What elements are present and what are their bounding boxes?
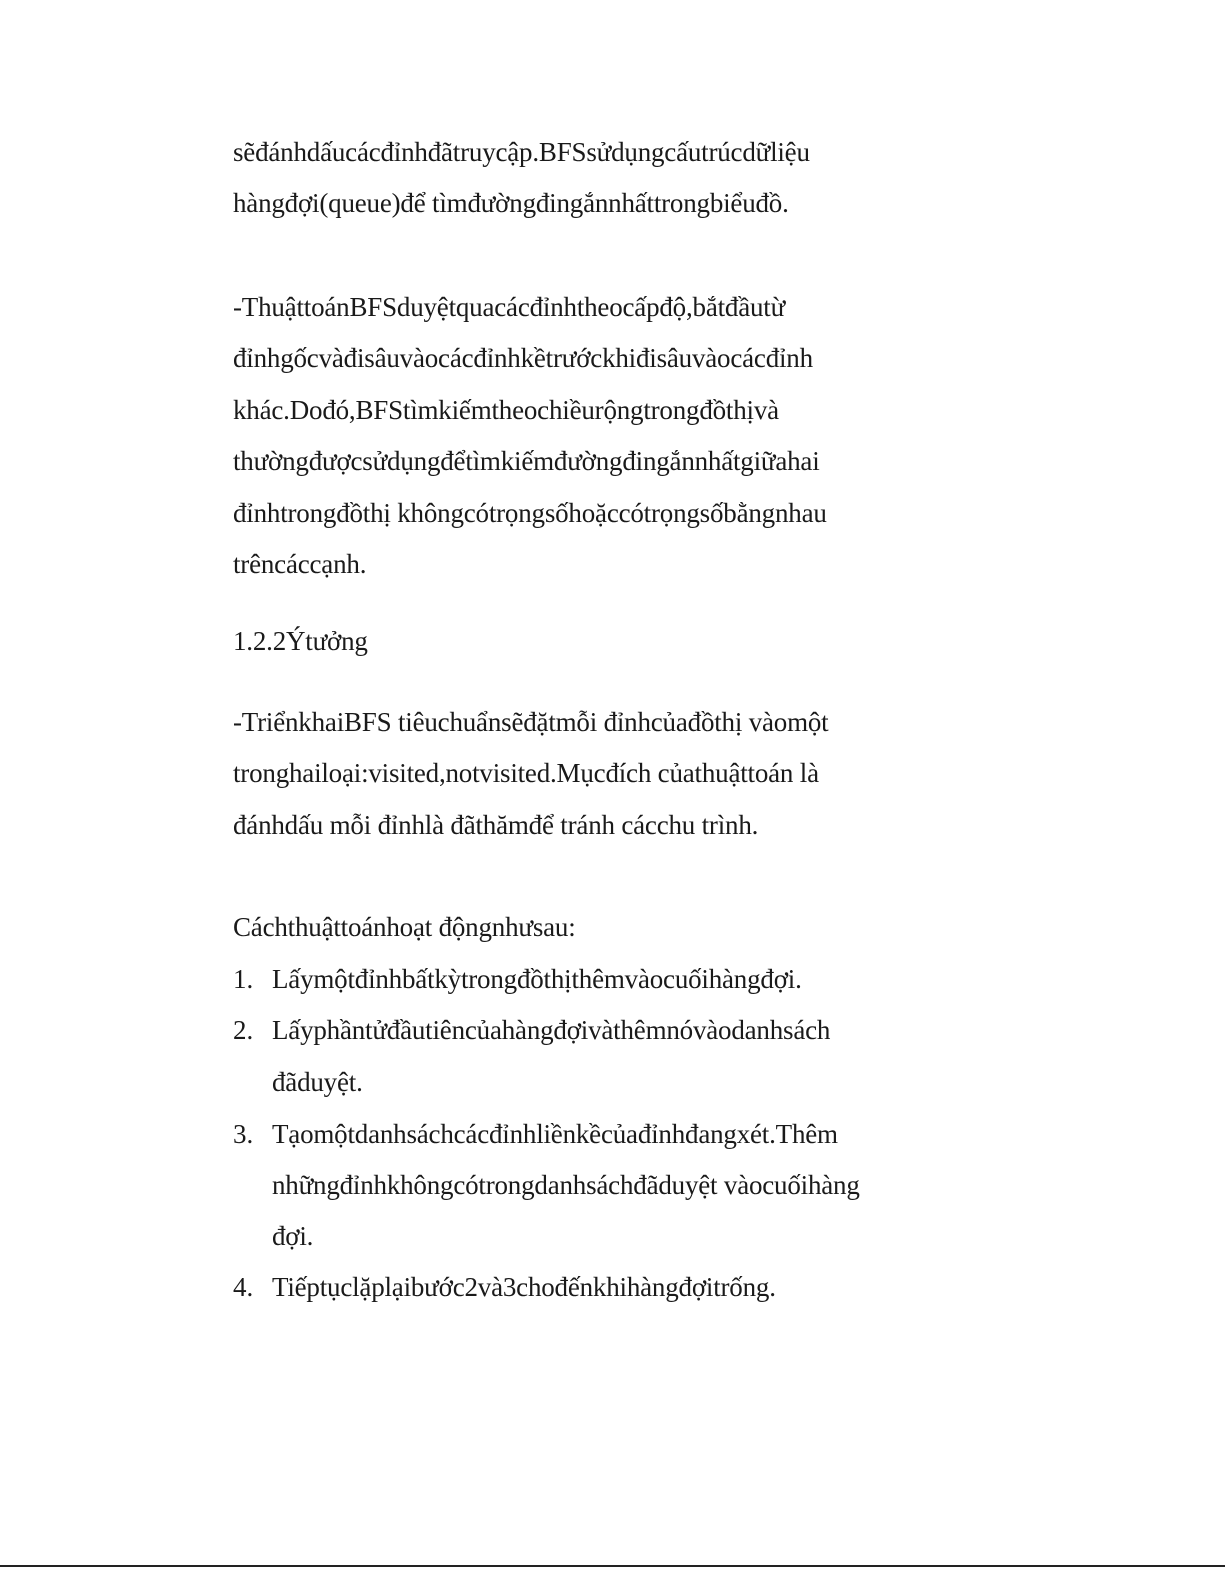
step-2-number: 2. bbox=[233, 1015, 254, 1045]
idea-line-3: đánhdấu mỗi đỉnhlà đãthămđể tránh cácchu trình. bbox=[233, 810, 759, 840]
step-1-line-1: Lấymộtđỉnhbấtkỳtrongđồthịthêmvàocuốihàngđợi. bbox=[272, 964, 802, 994]
step-2-line-2: đãduyệt. bbox=[272, 1067, 363, 1097]
bfs-line-4: thườngđượcsửdụngđểtìmkiếmđườngđingắnnhấtgiữahai bbox=[233, 446, 820, 476]
step-1-number: 1. bbox=[233, 964, 254, 994]
section-heading: 1.2.2Ýtưởng bbox=[233, 626, 368, 656]
idea-line-1: -TriểnkhaiBFS tiêuchuẩnsẽđặtmỗi đỉnhcủađồthị vàomột bbox=[233, 707, 829, 737]
steps-intro: Cáchthuậttoánhoạt độngnhưsau: bbox=[233, 912, 576, 942]
bfs-line-1: -ThuậttoánBFSduyệtquacácđỉnhtheocấpđộ,bắtđầutừ bbox=[233, 292, 786, 322]
bfs-line-2: đỉnhgốcvàđisâuvàocácđỉnhkềtrướckhiđisâuvàocácđỉnh bbox=[233, 343, 813, 373]
intro-line-1: sẽđánhdấucácđỉnhđãtruycập.BFSsửdụngcấutrúcdữliệu bbox=[233, 137, 810, 167]
idea-line-2: tronghailoại:visited,notvisited.Mụcđích củathuậttoán là bbox=[233, 758, 819, 788]
bfs-line-3: khác.Dođó,BFStìmkiếmtheochiềurộngtrongđồthịvà bbox=[233, 395, 779, 425]
step-3-line-3: đợi. bbox=[272, 1221, 314, 1251]
step-4-line-1: Tiếptụclặplạibước2và3chođếnkhihàngđợitrống. bbox=[272, 1272, 776, 1302]
step-3-number: 3. bbox=[233, 1119, 254, 1149]
bfs-line-5: đỉnhtrongđồthị khôngcótrọngsốhoặccótrọngsốbằngnhau bbox=[233, 498, 827, 528]
step-3-line-2: nhữngđỉnhkhôngcótrongdanhsáchđãduyệt vàocuốihàng bbox=[272, 1170, 860, 1200]
intro-line-2: hàngđợi(queue)để tìmđườngđingắnnhấttrongbiểuđồ. bbox=[233, 188, 789, 218]
step-2-line-1: Lấyphầntửđầutiêncủahàngđợivàthêmnóvàodanhsách bbox=[272, 1015, 831, 1045]
step-4-number: 4. bbox=[233, 1272, 254, 1302]
page-bottom-rule bbox=[0, 1565, 1225, 1567]
bfs-line-6: trêncáccạnh. bbox=[233, 549, 367, 579]
step-3-line-1: Tạomộtdanhsáchcácđỉnhliềnkềcủađỉnhđangxét.Thêm bbox=[272, 1119, 838, 1149]
